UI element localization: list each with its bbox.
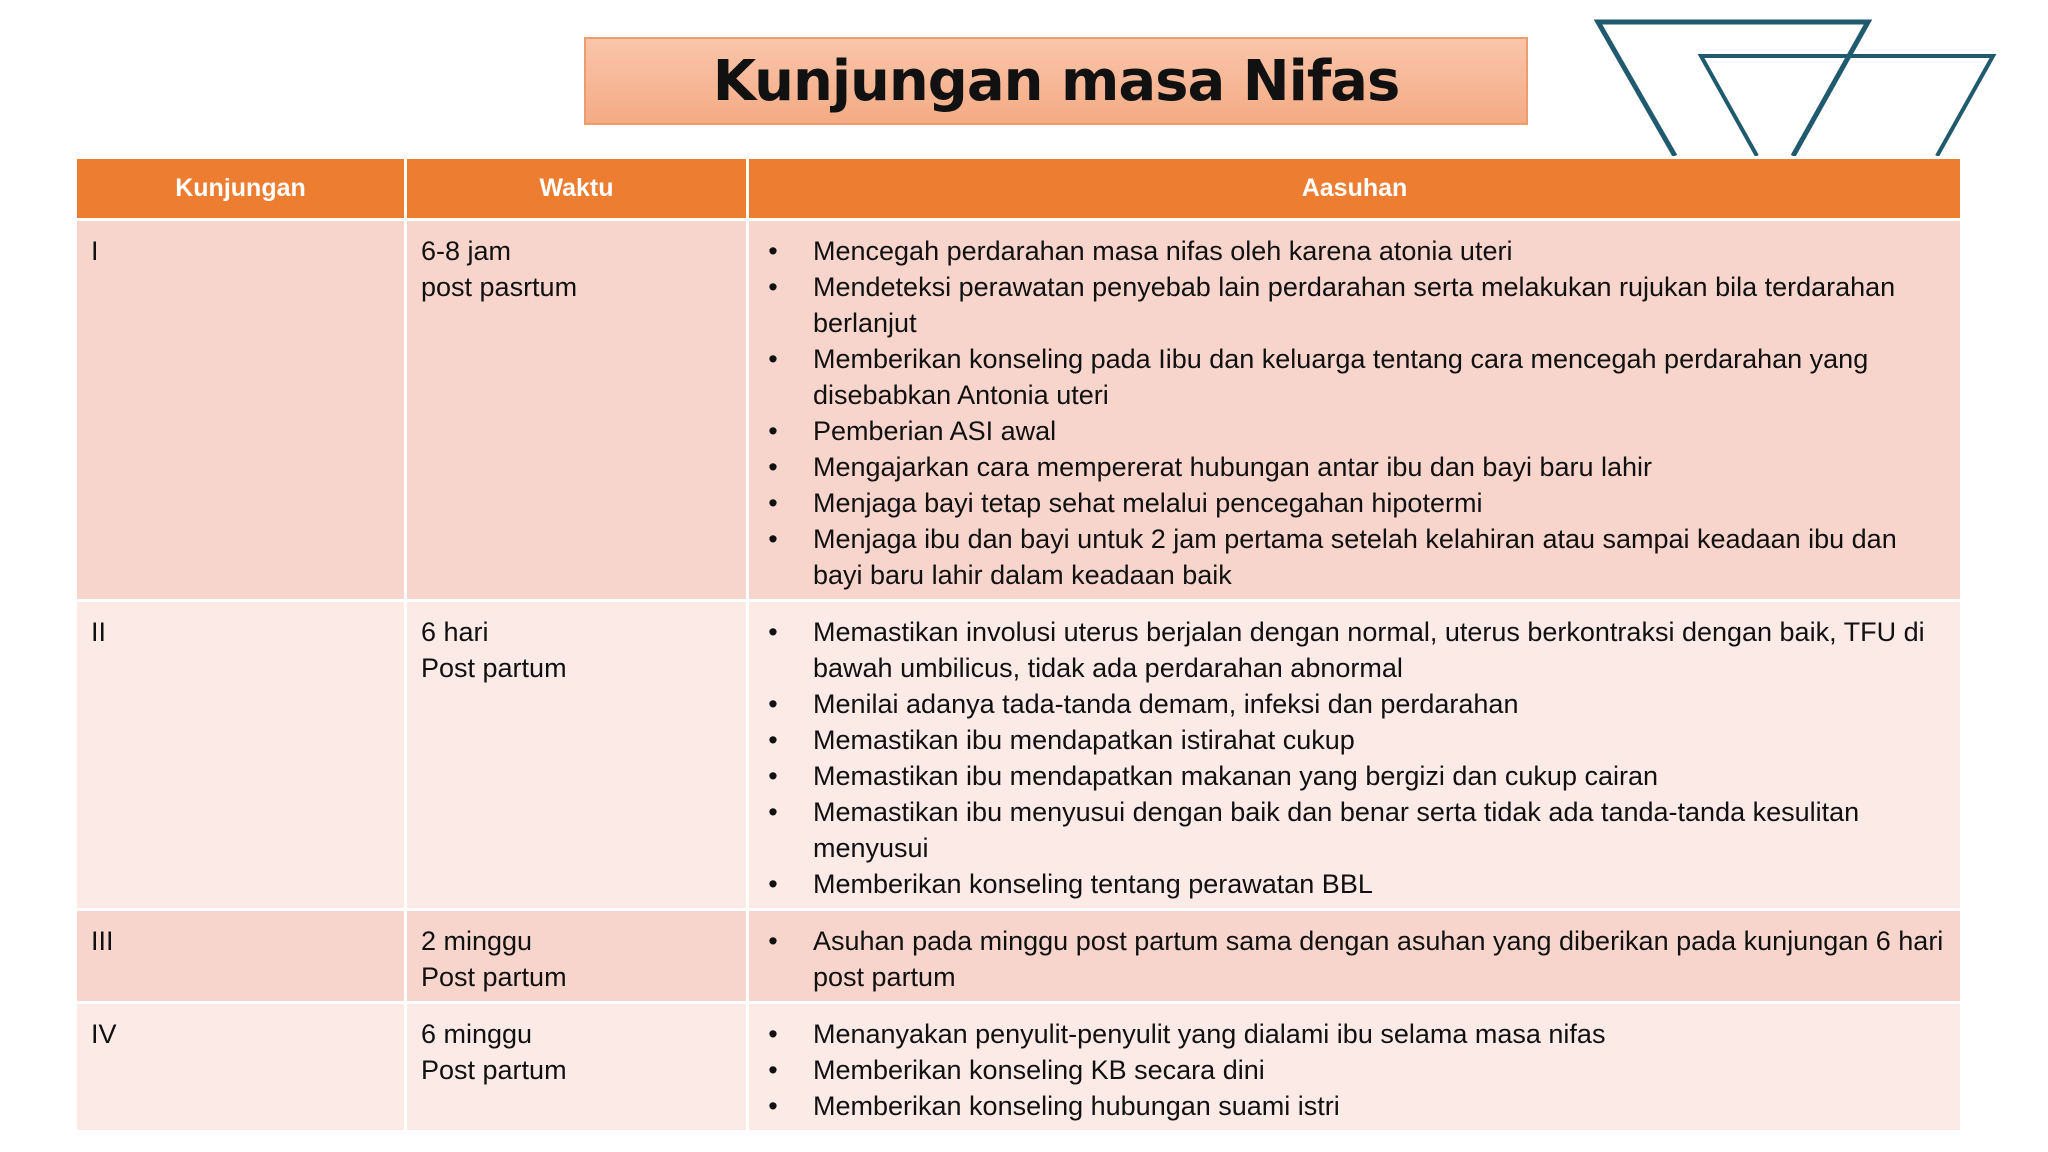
bullet-icon: • (768, 926, 778, 956)
list-item-text: Menjaga bayi tetap sehat melalui pencegahan hipotermi (813, 488, 1483, 518)
list-item-text: Mengajarkan cara mempererat hubungan antar ibu dan bayi baru lahir (813, 452, 1653, 482)
header-waktu: Waktu (406, 158, 748, 220)
table-row (76, 220, 1962, 601)
header-kunjungan: Kunjungan (76, 158, 406, 220)
list-item-text: Asuhan pada minggu post partum sama dengan asuhan yang diberikan pada kunjungan 6 hari post partum (813, 926, 1944, 992)
list-item (763, 866, 1946, 902)
list-item-text: Memastikan ibu menyusui dengan baik dan benar serta tidak ada tanda-tanda kesulitan menyusui (813, 797, 1860, 863)
waktu-line: 2 minggu (421, 926, 533, 956)
list-item (763, 233, 1946, 269)
asuhan-cell (748, 1003, 1962, 1132)
list-item (763, 923, 1946, 995)
waktu-line: post pasrtum (421, 272, 578, 302)
list-item-text: Memberikan konseling tentang perawatan BBL (813, 869, 1373, 899)
bullet-icon: • (768, 488, 778, 518)
list-item-text: Memberikan konseling KB secara dini (813, 1055, 1265, 1085)
bullet-icon: • (768, 797, 778, 827)
visit-schedule-table (74, 156, 1963, 1133)
table-row (76, 910, 1962, 1003)
bullet-icon: • (768, 761, 778, 791)
list-item-text: Memastikan involusi uterus berjalan dengan normal, uterus berkontraksi dengan baik, TFU di bawah umbilicus, tidak ada perdarahan abnormal (813, 617, 1925, 683)
bullet-icon: • (768, 1019, 778, 1049)
asuhan-list (763, 923, 1946, 995)
list-item (763, 1052, 1946, 1088)
bullet-icon: • (768, 869, 778, 899)
list-item-text: Mencegah perdarahan masa nifas oleh karena atonia uteri (813, 236, 1513, 266)
list-item (763, 1088, 1946, 1124)
list-item-text: Menjaga ibu dan bayi untuk 2 jam pertama setelah kelahiran atau sampai keadaan ibu dan bayi baru lahir dalam keadaan baik (813, 524, 1897, 590)
waktu-cell (406, 601, 748, 910)
bullet-icon: • (768, 617, 778, 647)
bullet-icon: • (768, 689, 778, 719)
header-asuhan: Aasuhan (748, 158, 1962, 220)
kunjungan-cell: IV (76, 1003, 406, 1132)
waktu-cell (406, 1003, 748, 1132)
bullet-icon: • (768, 1091, 778, 1121)
waktu-line: 6 minggu (421, 1019, 533, 1049)
list-item (763, 614, 1946, 686)
list-item-text: Menanyakan penyulit-penyulit yang dialami ibu selama masa nifas (813, 1019, 1606, 1049)
bullet-icon: • (768, 272, 778, 302)
bullet-icon: • (768, 452, 778, 482)
waktu-line: 6 hari (421, 617, 489, 647)
bullet-icon: • (768, 524, 778, 554)
list-item (763, 794, 1946, 866)
list-item-text: Memastikan ibu mendapatkan istirahat cukup (813, 725, 1355, 755)
list-item-text: Memberikan konseling hubungan suami istri (813, 1091, 1340, 1121)
page-title: Kunjungan masa Nifas (712, 48, 1400, 114)
kunjungan-cell: II (76, 601, 406, 910)
title-banner (584, 37, 1528, 125)
list-item (763, 722, 1946, 758)
waktu-line: Post partum (421, 653, 567, 683)
list-item (763, 269, 1946, 341)
asuhan-cell (748, 220, 1962, 601)
list-item-text: Pemberian ASI awal (813, 416, 1057, 446)
list-item (763, 485, 1946, 521)
list-item-text: Memberikan konseling pada Iibu dan keluarga tentang cara mencegah perdarahan yang disebabkan Antonia uteri (813, 344, 1869, 410)
waktu-cell (406, 220, 748, 601)
list-item-text: Memastikan ibu mendapatkan makanan yang bergizi dan cukup cairan (813, 761, 1659, 791)
table-row (76, 1003, 1962, 1132)
waktu-cell (406, 910, 748, 1003)
kunjungan-cell: III (76, 910, 406, 1003)
asuhan-list (763, 614, 1946, 902)
list-item (763, 521, 1946, 593)
bullet-icon: • (768, 725, 778, 755)
list-item (763, 449, 1946, 485)
bullet-icon: • (768, 344, 778, 374)
waktu-line: 6-8 jam (421, 236, 512, 266)
table-row (76, 601, 1962, 910)
asuhan-list (763, 1016, 1946, 1124)
asuhan-list (763, 233, 1946, 593)
list-item (763, 1016, 1946, 1052)
kunjungan-cell: I (76, 220, 406, 601)
bullet-icon: • (768, 416, 778, 446)
list-item-text: Mendeteksi perawatan penyebab lain perdarahan serta melakukan rujukan bila terdarahan berlanjut (813, 272, 1896, 338)
list-item (763, 758, 1946, 794)
asuhan-cell (748, 910, 1962, 1003)
bullet-icon: • (768, 236, 778, 266)
asuhan-cell (748, 601, 1962, 910)
table-header-row (76, 158, 1962, 220)
bullet-icon: • (768, 1055, 778, 1085)
list-item (763, 341, 1946, 413)
list-item (763, 686, 1946, 722)
waktu-line: Post partum (421, 962, 567, 992)
list-item (763, 413, 1946, 449)
list-item-text: Menilai adanya tada-tanda demam, infeksi dan perdarahan (813, 689, 1519, 719)
waktu-line: Post partum (421, 1055, 567, 1085)
